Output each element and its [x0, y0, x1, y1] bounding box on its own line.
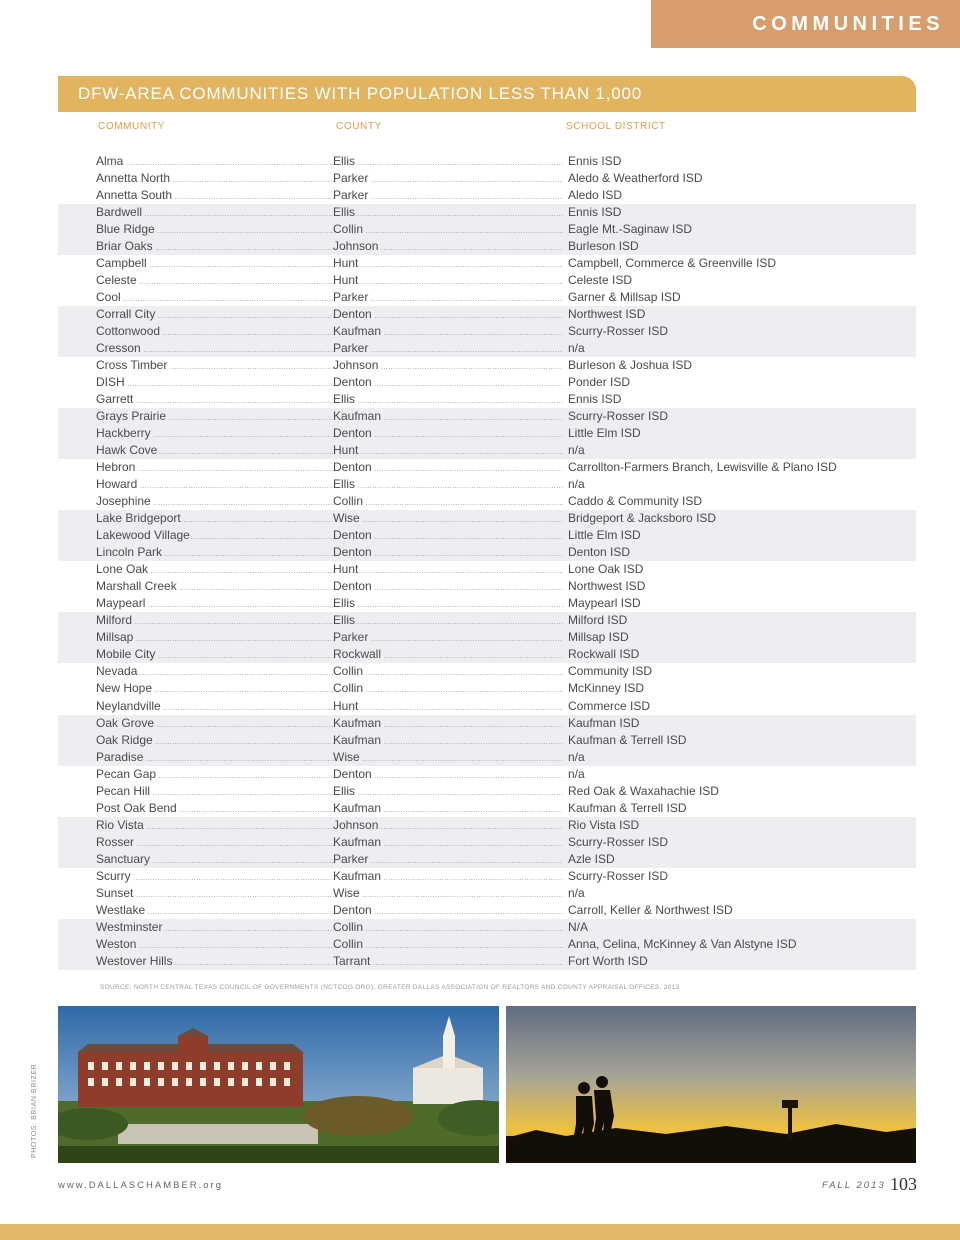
table-row	[58, 391, 916, 408]
county-cell: Parker .....	[333, 629, 563, 646]
school-district-cell: n/a	[568, 477, 585, 492]
table-row	[58, 493, 916, 510]
school-district-cell: Scurry-Rosser ISD	[568, 324, 669, 339]
county-cell: Hunt .....	[333, 255, 563, 272]
county-cell: Denton .....	[333, 425, 563, 442]
county-cell: Tarrant .....	[333, 953, 563, 970]
community-cell: DISH .....	[96, 374, 334, 391]
community-cell: Cross Timber .....	[96, 357, 334, 374]
school-district-cell: n/a	[568, 749, 585, 764]
school-district-cell: Community ISD	[568, 664, 653, 679]
table-row	[58, 238, 916, 255]
source-note: SOURCE: NORTH CENTRAL TEXAS COUNCIL OF GOVERNMENTS (NCTCOG.ORG), GREATER DALLAS ASSOCIATION OF REALTORS AND COUNTY APPRAISAL OFFICES, 2013	[100, 984, 680, 991]
column-headers	[0, 121, 960, 135]
school-district-cell: Scurry-Rosser ISD	[568, 409, 669, 424]
county-cell: Collin .....	[333, 663, 563, 680]
table-row	[58, 834, 916, 851]
county-cell: Parker .....	[333, 170, 563, 187]
community-cell: Sanctuary .....	[96, 851, 334, 868]
photo-sunset-joggers	[506, 1006, 916, 1163]
table-row	[58, 255, 916, 272]
table-row	[58, 527, 916, 544]
community-cell: Sunset .....	[96, 885, 334, 902]
table-row	[58, 510, 916, 527]
section-tab	[651, 0, 960, 48]
county-cell: Parker .....	[333, 851, 563, 868]
school-district-cell: Kaufman ISD	[568, 715, 640, 730]
community-cell: Hackberry .....	[96, 425, 334, 442]
table-row	[58, 715, 916, 732]
county-cell: Ellis .....	[333, 391, 563, 408]
school-district-cell: Kaufman & Terrell ISD	[568, 732, 687, 747]
school-district-cell: McKinney ISD	[568, 681, 645, 696]
community-cell: Milford .....	[96, 612, 334, 629]
county-cell: Hunt .....	[333, 272, 563, 289]
table-row	[58, 936, 916, 953]
table-row	[58, 340, 916, 357]
table-row	[58, 204, 916, 221]
footer-issue: FALL 2013	[822, 1180, 886, 1191]
community-cell: Lincoln Park .....	[96, 544, 334, 561]
table-row	[58, 919, 916, 936]
county-cell: Rockwall .....	[333, 646, 563, 663]
county-cell: Kaufman .....	[333, 715, 563, 732]
community-cell: Josephine .....	[96, 493, 334, 510]
school-district-cell: Carroll, Keller & Northwest ISD	[568, 902, 733, 917]
county-cell: Collin .....	[333, 919, 563, 936]
community-cell: Westlake .....	[96, 902, 334, 919]
table-row	[58, 902, 916, 919]
community-cell: Nevada .....	[96, 663, 334, 680]
school-district-cell: n/a	[568, 341, 585, 356]
table-row	[58, 272, 916, 289]
school-district-cell: Scurry-Rosser ISD	[568, 868, 669, 883]
community-cell: Annetta North .....	[96, 170, 334, 187]
county-cell: Denton .....	[333, 374, 563, 391]
county-cell: Parker .....	[333, 187, 563, 204]
county-cell: Hunt .....	[333, 442, 563, 459]
school-district-cell: Northwest ISD	[568, 307, 646, 322]
county-cell: Ellis .....	[333, 612, 563, 629]
community-cell: Howard .....	[96, 476, 334, 493]
community-cell: Lone Oak .....	[96, 561, 334, 578]
school-district-cell: Bridgeport & Jacksboro ISD	[568, 511, 717, 526]
community-cell: Marshall Creek .....	[96, 578, 334, 595]
community-cell: Alma .....	[96, 153, 334, 170]
table-row	[58, 868, 916, 885]
table-row	[58, 459, 916, 476]
table-row	[58, 612, 916, 629]
school-district-cell: Caddo & Community ISD	[568, 494, 703, 509]
table-row	[58, 374, 916, 391]
table-row	[58, 306, 916, 323]
community-cell: Westminster .....	[96, 919, 334, 936]
county-cell: Ellis .....	[333, 595, 563, 612]
photo-credit: PHOTOS: BRIAN BRIZER	[31, 1063, 38, 1158]
table-row	[58, 323, 916, 340]
school-district-cell: Ponder ISD	[568, 375, 631, 390]
table-row	[58, 153, 916, 170]
school-district-cell: Carrollton-Farmers Branch, Lewisville & Plano ISD	[568, 460, 837, 475]
community-cell: Celeste .....	[96, 272, 334, 289]
county-cell: Johnson .....	[333, 357, 563, 374]
section-title: COMMUNITIES	[752, 12, 944, 35]
county-cell: Collin .....	[333, 936, 563, 953]
county-cell: Denton .....	[333, 902, 563, 919]
table-title-banner	[58, 76, 916, 112]
county-cell: Kaufman .....	[333, 732, 563, 749]
school-district-cell: Scurry-Rosser ISD	[568, 834, 669, 849]
county-cell: Denton .....	[333, 306, 563, 323]
county-cell: Ellis .....	[333, 783, 563, 800]
school-district-cell: Milford ISD	[568, 613, 628, 628]
school-district-cell: Celeste ISD	[568, 273, 633, 288]
table-row	[58, 698, 916, 715]
county-cell: Hunt .....	[333, 698, 563, 715]
county-cell: Collin .....	[333, 221, 563, 238]
community-cell: Pecan Hill .....	[96, 783, 334, 800]
community-cell: Corrall City .....	[96, 306, 334, 323]
table-row	[58, 578, 916, 595]
table-row	[58, 783, 916, 800]
table-row	[58, 680, 916, 697]
school-district-cell: Aledo & Weatherford ISD	[568, 171, 703, 186]
county-cell: Kaufman .....	[333, 868, 563, 885]
community-cell: Grays Prairie .....	[96, 408, 334, 425]
table-row	[58, 561, 916, 578]
community-cell: New Hope .....	[96, 680, 334, 697]
school-district-cell: Rockwall ISD	[568, 647, 640, 662]
county-cell: Denton .....	[333, 766, 563, 783]
table-row	[58, 663, 916, 680]
table-row	[58, 629, 916, 646]
community-cell: Briar Oaks .....	[96, 238, 334, 255]
table-row	[58, 595, 916, 612]
table-row	[58, 476, 916, 493]
county-cell: Hunt .....	[333, 561, 563, 578]
school-district-cell: Rio Vista ISD	[568, 817, 640, 832]
community-cell: Post Oak Bend .....	[96, 800, 334, 817]
school-district-cell: Campbell, Commerce & Greenville ISD	[568, 256, 777, 271]
community-cell: Hebron .....	[96, 459, 334, 476]
county-cell: Wise .....	[333, 749, 563, 766]
county-cell: Ellis .....	[333, 476, 563, 493]
community-cell: Cottonwood .....	[96, 323, 334, 340]
column-header-community: COMMUNITY	[98, 121, 166, 132]
county-cell: Kaufman .....	[333, 800, 563, 817]
community-cell: Millsap .....	[96, 629, 334, 646]
column-header-school-district: SCHOOL DISTRICT	[566, 121, 666, 132]
school-district-cell: Ennis ISD	[568, 154, 622, 168]
school-district-cell: n/a	[568, 443, 585, 458]
county-cell: Denton .....	[333, 544, 563, 561]
school-district-cell: Azle ISD	[568, 851, 615, 866]
school-district-cell: Little Elm ISD	[568, 528, 641, 543]
school-district-cell: Denton ISD	[568, 545, 631, 560]
school-district-cell: Burleson & Joshua ISD	[568, 358, 693, 373]
school-district-cell: N/A	[568, 919, 589, 934]
school-district-cell: Burleson ISD	[568, 239, 639, 254]
school-district-cell: Ennis ISD	[568, 392, 622, 407]
community-cell: Rosser .....	[96, 834, 334, 851]
table-row	[58, 289, 916, 306]
table-row	[58, 221, 916, 238]
table-row	[58, 851, 916, 868]
community-cell: Westover Hills .....	[96, 953, 334, 970]
county-cell: Parker .....	[333, 289, 563, 306]
community-cell: Paradise .....	[96, 749, 334, 766]
community-cell: Blue Ridge .....	[96, 221, 334, 238]
school-district-cell: Little Elm ISD	[568, 426, 641, 441]
county-cell: Collin .....	[333, 493, 563, 510]
county-cell: Johnson .....	[333, 817, 563, 834]
table-row	[58, 817, 916, 834]
county-cell: Wise .....	[333, 510, 563, 527]
community-cell: Lake Bridgeport .....	[96, 510, 334, 527]
school-district-cell: Maypearl ISD	[568, 596, 641, 611]
community-cell: Neylandville .....	[96, 698, 334, 715]
table-row	[58, 544, 916, 561]
table-row	[58, 885, 916, 902]
community-cell: Cresson .....	[96, 340, 334, 357]
school-district-cell: n/a	[568, 766, 585, 781]
community-cell: Scurry .....	[96, 868, 334, 885]
county-cell: Collin .....	[333, 680, 563, 697]
table-row	[58, 732, 916, 749]
table-row	[58, 749, 916, 766]
table-row	[58, 800, 916, 817]
school-district-cell: Commerce ISD	[568, 698, 651, 713]
school-district-cell: Red Oak & Waxahachie ISD	[568, 783, 719, 798]
community-cell: Campbell .....	[96, 255, 334, 272]
school-district-cell: Aledo ISD	[568, 188, 623, 203]
county-cell: Kaufman .....	[333, 323, 563, 340]
table-row	[58, 408, 916, 425]
county-cell: Parker .....	[333, 340, 563, 357]
school-district-cell: n/a	[568, 885, 585, 900]
community-cell: Oak Grove .....	[96, 715, 334, 732]
table-row	[58, 766, 916, 783]
county-cell: Ellis .....	[333, 153, 563, 170]
community-cell: Lakewood Village .....	[96, 527, 334, 544]
community-cell: Bardwell .....	[96, 204, 334, 221]
school-district-cell: Northwest ISD	[568, 579, 646, 594]
county-cell: Ellis .....	[333, 204, 563, 221]
county-cell: Wise .....	[333, 885, 563, 902]
school-district-cell: Lone Oak ISD	[568, 562, 644, 577]
school-district-cell: Fort Worth ISD	[568, 953, 648, 968]
county-cell: Denton .....	[333, 527, 563, 544]
community-cell: Annetta South .....	[96, 187, 334, 204]
table-row	[58, 170, 916, 187]
table-row	[58, 442, 916, 459]
county-cell: Kaufman .....	[333, 834, 563, 851]
column-header-county: COUNTY	[336, 121, 382, 132]
page-number: 103	[890, 1174, 917, 1194]
table-row	[58, 187, 916, 204]
community-cell: Weston .....	[96, 936, 334, 953]
community-cell: Pecan Gap .....	[96, 766, 334, 783]
county-cell: Johnson .....	[333, 238, 563, 255]
table-row	[58, 357, 916, 374]
county-cell: Kaufman .....	[333, 408, 563, 425]
table-title: DFW-AREA COMMUNITIES WITH POPULATION LESS THAN 1,000	[78, 84, 642, 103]
table-row	[58, 646, 916, 663]
community-cell: Mobile City .....	[96, 646, 334, 663]
table-row	[58, 425, 916, 442]
school-district-cell: Anna, Celina, McKinney & Van Alstyne ISD	[568, 936, 797, 951]
school-district-cell: Kaufman & Terrell ISD	[568, 800, 687, 815]
school-district-cell: Eagle Mt.-Saginaw ISD	[568, 222, 693, 237]
communities-table	[58, 153, 916, 970]
county-cell: Denton .....	[333, 578, 563, 595]
footer-url[interactable]: www.DALLASCHAMBER.org	[58, 1180, 224, 1191]
community-cell: Maypearl .....	[96, 595, 334, 612]
county-cell: Denton .....	[333, 459, 563, 476]
bottom-bar	[0, 1224, 960, 1240]
community-cell: Cool .....	[96, 289, 334, 306]
community-cell: Garrett .....	[96, 391, 334, 408]
school-district-cell: Garner & Millsap ISD	[568, 290, 681, 305]
school-district-cell: Ennis ISD	[568, 205, 622, 220]
photo-campus-church	[58, 1006, 499, 1163]
community-cell: Hawk Cove .....	[96, 442, 334, 459]
community-cell: Rio Vista .....	[96, 817, 334, 834]
community-cell: Oak Ridge .....	[96, 732, 334, 749]
school-district-cell: Millsap ISD	[568, 630, 629, 645]
table-row	[58, 953, 916, 970]
